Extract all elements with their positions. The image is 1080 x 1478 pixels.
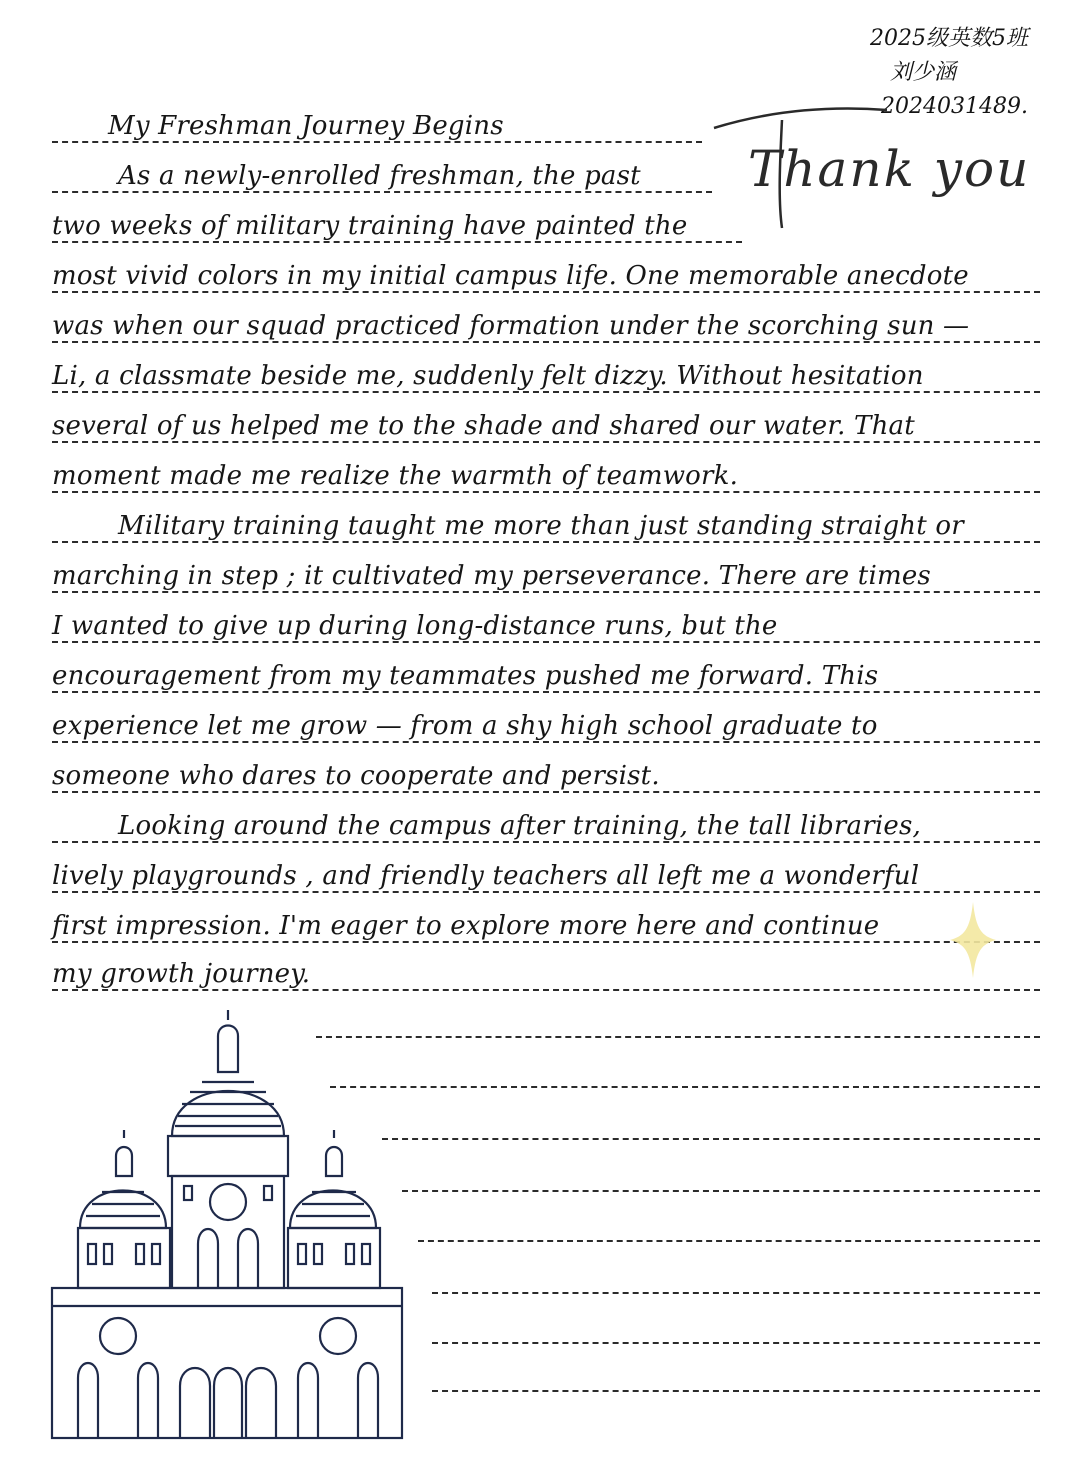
essay-line: experience let me grow — from a shy high school graduate to xyxy=(52,711,878,741)
essay-title: My Freshman Journey Begins xyxy=(108,111,504,141)
essay-line: my growth journey. xyxy=(52,959,311,989)
essay-line: first impression. I'm eager to explore more here and continue xyxy=(52,911,880,941)
ruled-line xyxy=(402,1190,1040,1192)
essay-line: most vivid colors in my initial campus life. One memorable anecdote xyxy=(52,261,969,291)
essay-line: moment made me realize the warmth of teamwork. xyxy=(52,461,739,491)
ruled-line xyxy=(432,1342,1040,1344)
ruled-line xyxy=(432,1390,1040,1392)
ruled-line xyxy=(418,1240,1040,1242)
class-label: 2025级英数5班 xyxy=(870,26,1028,51)
author-name: 刘少涵 xyxy=(889,60,956,85)
essay-line: was when our squad practiced formation under the scorching sun — xyxy=(52,311,970,341)
ruled-line xyxy=(382,1138,1040,1140)
signature-text: Thank you xyxy=(748,140,1031,198)
essay-line: encouragement from my teammates pushed me forward. This xyxy=(52,661,879,691)
building-illustration xyxy=(48,1006,408,1442)
essay-line: several of us helped me to the shade and shared our water. That xyxy=(52,411,915,441)
essay-line: two weeks of military training have painted the xyxy=(52,211,688,241)
essay-line: marching in step ; it cultivated my perseverance. There are times xyxy=(52,561,931,591)
essay-line: As a newly-enrolled freshman, the past xyxy=(118,161,641,191)
essay-line: someone who dares to cooperate and persist. xyxy=(52,761,660,791)
essay-line: lively playgrounds , and friendly teachers all left me a wonderful xyxy=(52,861,920,891)
essay-line: Looking around the campus after training, the tall libraries, xyxy=(118,811,921,841)
essay-line: I wanted to give up during long-distance runs, but the xyxy=(52,611,778,641)
ruled-line xyxy=(330,1086,1040,1088)
ruled-line xyxy=(316,1036,1040,1038)
essay-line: Military training taught me more than just standing straight or xyxy=(118,511,964,541)
sparkle-icon xyxy=(948,900,998,980)
ruled-line xyxy=(432,1292,1040,1294)
essay-line: Li, a classmate beside me, suddenly felt dizzy. Without hesitation xyxy=(52,361,924,391)
student-id: 2024031489. xyxy=(881,94,1028,119)
